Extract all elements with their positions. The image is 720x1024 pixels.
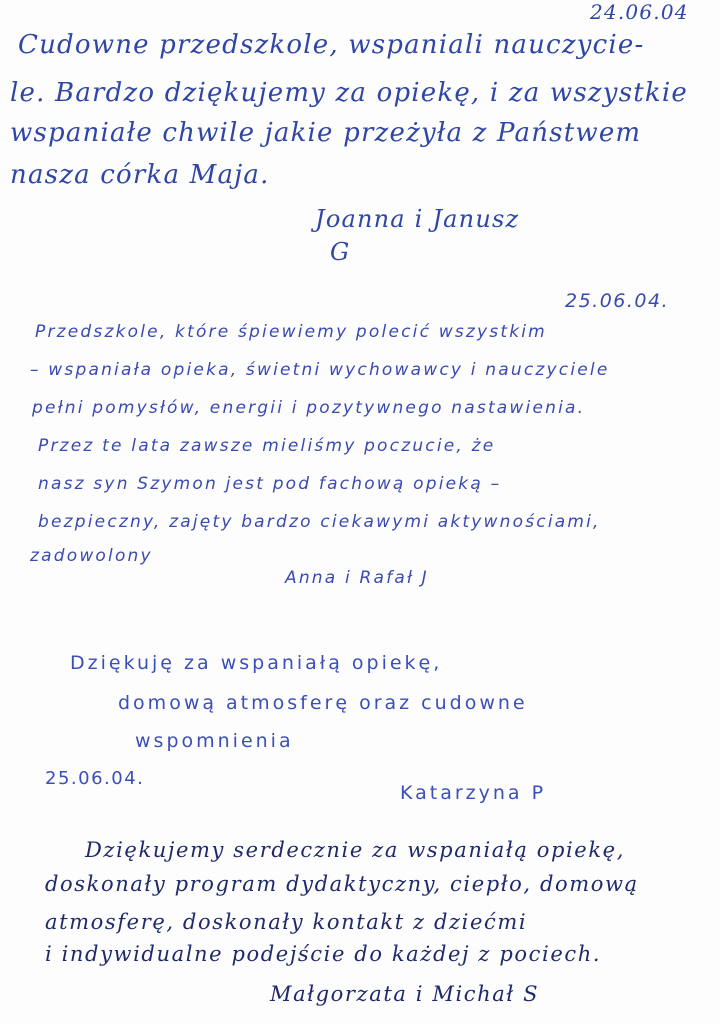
- entry-3-signature: Katarzyna P: [400, 782, 547, 804]
- entry-4-line-4: i indywidualne podejście do każdej z pociech.: [45, 942, 602, 966]
- entry-2-line-5: nasz syn Szymon jest pod fachową opieką –: [38, 474, 502, 494]
- entry-4-line-3: atmosferę, doskonały kontakt z dziećmi: [45, 910, 528, 934]
- entry-4-signature: Małgorzata i Michał S: [270, 982, 540, 1006]
- entry-2-line-2: – wspaniała opieka, świetni wychowawcy i nauczyciele: [30, 360, 610, 380]
- entry-2-line-3: pełni pomysłów, energii i pozytywnego nastawienia.: [32, 398, 586, 418]
- entry-3-date: 25.06.04.: [45, 768, 145, 789]
- entry-2-line-7: zadowolony: [30, 546, 153, 566]
- entry-2-date: 25.06.04.: [565, 290, 670, 312]
- entry-3-line-2: domową atmosferę oraz cudowne: [118, 692, 528, 714]
- entry-1-line-2: le. Bardzo dziękujemy za opiekę, i za wszystkie: [10, 78, 688, 108]
- entry-2-line-4: Przez te lata zawsze mieliśmy poczucie, że: [38, 436, 496, 456]
- entry-1-signature-initial: G: [330, 238, 351, 266]
- entry-2-signature: Anna i Rafał J: [285, 568, 429, 588]
- entry-2-line-1: Przedszkole, które śpiewiemy polecić wszystkim: [35, 322, 547, 342]
- entry-3-line-3: wspomnienia: [135, 730, 294, 752]
- entry-1-signature: Joanna i Janusz: [315, 205, 520, 233]
- entry-4-line-1: Dziękujemy serdecznie za wspaniałą opiekę,: [85, 838, 625, 862]
- entry-1-line-4: nasza córka Maja.: [10, 160, 270, 190]
- entry-4-line-2: doskonały program dydaktyczny, ciepło, domową: [45, 872, 639, 896]
- entry-1-line-1: Cudowne przedszkole, wspaniali nauczycie-: [18, 30, 645, 60]
- entry-3-line-1: Dziękuję za wspaniałą opiekę,: [70, 652, 443, 674]
- entry-1-date: 24.06.04: [590, 0, 689, 24]
- entry-2-line-6: bezpieczny, zajęty bardzo ciekawymi aktywnościami,: [38, 512, 601, 532]
- entry-1-line-3: wspaniałe chwile jakie przeżyła z Państwem: [10, 118, 642, 148]
